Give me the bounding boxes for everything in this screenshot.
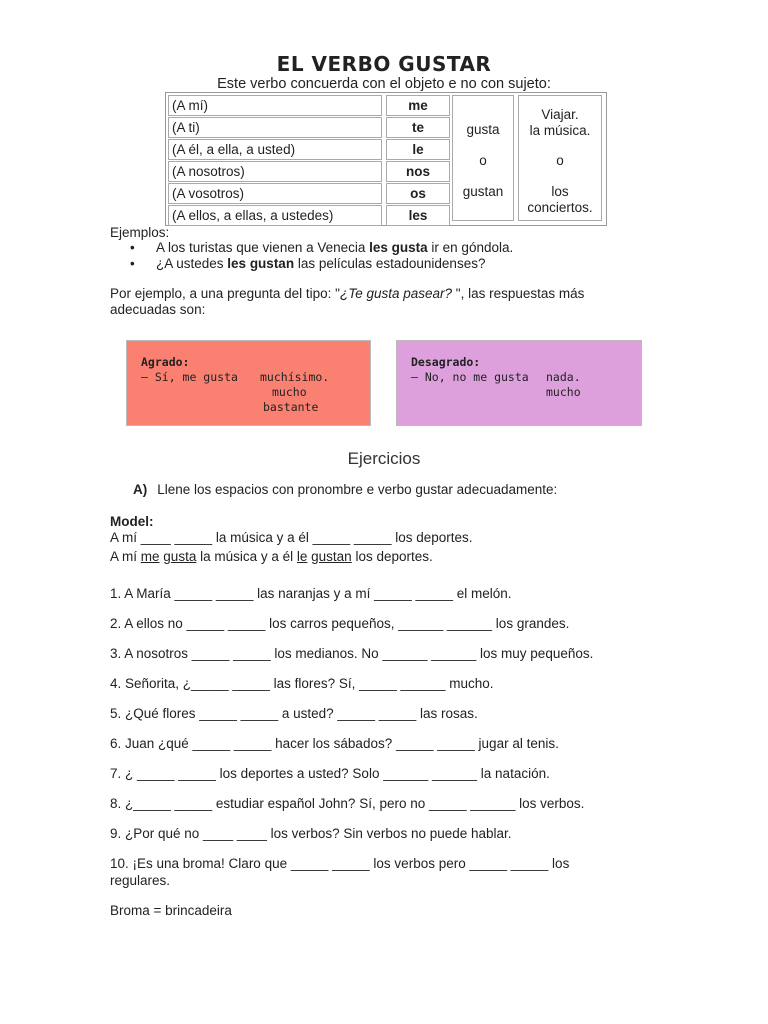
pronoun-cell: les	[386, 205, 450, 226]
paragraph-text: ", las respuestas más adecuadas son:	[110, 286, 585, 317]
pronoun-row	[168, 205, 450, 226]
desagrado-option: nada.	[546, 370, 581, 384]
instruction-letter: A)	[133, 482, 148, 497]
agrado-line: – Sí, me gusta	[141, 370, 238, 384]
exercise-item: 2. A ellos no _____ _____ los carros pequeños, ______ ______ los grandes.	[110, 616, 570, 631]
agrado-box	[126, 340, 371, 426]
verb-or: o	[479, 153, 487, 168]
subject-cell: (A ellos, a ellas, a ustedes)	[168, 205, 382, 226]
verb-singular: gusta	[466, 122, 500, 137]
agrado-option: mucho	[272, 385, 307, 399]
pronoun-row	[168, 139, 450, 160]
list-item	[130, 256, 513, 272]
agrado-option: bastante	[263, 400, 319, 414]
examples-list	[130, 240, 513, 272]
example-text: las películas estadounidenses?	[294, 256, 486, 271]
intro-paragraph	[110, 286, 630, 318]
exercise-item: 10. ¡Es una broma! Claro que _____ _____ los verbos pero _____ _____ los regulares.	[110, 856, 570, 888]
model-underlined: me	[140, 549, 160, 564]
instruction	[133, 482, 557, 497]
example-text: ¿A ustedes	[156, 256, 228, 271]
object-line: Viajar.	[541, 107, 579, 122]
pronoun-cell: te	[386, 117, 450, 138]
pronoun-row	[168, 183, 450, 204]
agrado-option: muchísimo.	[260, 370, 330, 384]
object-or: o	[556, 153, 564, 168]
subject-cell: (A ti)	[168, 117, 382, 138]
verb-column	[452, 95, 514, 221]
exercise-item: 1. A María _____ _____ las naranjas y a mí _____ _____ el melón.	[110, 586, 512, 601]
object-line: los	[551, 184, 569, 199]
desagrado-option: mucho	[546, 385, 581, 399]
pronoun-cell: me	[386, 95, 450, 116]
model-underlined: le	[296, 549, 308, 564]
example-bold: les gustan	[227, 256, 295, 271]
exercise-item: 6. Juan ¿qué _____ _____ hacer los sábados? _____ _____ jugar al tenis.	[110, 736, 559, 751]
pronoun-row	[168, 117, 450, 138]
model-text: la música y a él	[196, 549, 297, 564]
agrado-header: Agrado:	[141, 355, 190, 369]
subject-cell: (A vosotros)	[168, 183, 382, 204]
page-subtitle: Este verbo concuerda con el objeto e no con sujeto:	[217, 76, 551, 92]
subject-cell: (A él, a ella, a usted)	[168, 139, 382, 160]
desagrado-line: – No, no me gusta	[411, 370, 529, 384]
example-text: ir en góndola.	[427, 240, 514, 255]
verb-plural: gustan	[462, 184, 504, 199]
page-title: EL VERBO GUSTAR	[276, 52, 492, 76]
pronoun-cell: le	[386, 139, 450, 160]
model-underlined: gusta	[163, 549, 197, 564]
bullet-icon: •	[130, 256, 135, 271]
object-column	[518, 95, 602, 221]
subject-cell: (A nosotros)	[168, 161, 382, 182]
paragraph-italic: ¿Te gusta pasear?	[339, 286, 456, 301]
model-label: Model:	[110, 514, 154, 529]
subject-cell: (A mí)	[168, 95, 382, 116]
object-line: conciertos.	[527, 200, 593, 215]
example-text: A los turistas que vienen a Venecia	[156, 240, 370, 255]
pronoun-rows	[168, 95, 450, 227]
paragraph-text: Por ejemplo, a una pregunta del tipo: "	[110, 286, 340, 301]
examples-label: Ejemplos:	[110, 225, 170, 240]
desagrado-header: Desagrado:	[411, 355, 481, 369]
pronoun-row	[168, 95, 450, 116]
exercise-item: 8. ¿_____ _____ estudiar español John? Sí, pero no _____ ______ los verbos.	[110, 796, 585, 811]
list-item	[130, 240, 513, 256]
exercise-item: 4. Señorita, ¿_____ _____ las flores? Sí, _____ ______ mucho.	[110, 676, 494, 691]
model-text: los deportes.	[351, 549, 433, 564]
bullet-icon: •	[130, 240, 135, 255]
exercise-item: 5. ¿Qué flores _____ _____ a usted? _____ _____ las rosas.	[110, 706, 478, 721]
footer-note: Broma = brincadeira	[110, 903, 232, 918]
object-line: la música.	[529, 123, 591, 138]
exercise-item: 7. ¿ _____ _____ los deportes a usted? Solo ______ ______ la natación.	[110, 766, 550, 781]
model-text: A mí	[110, 549, 141, 564]
section-title: Ejercicios	[347, 449, 421, 468]
model-line: A mí ____ _____ la música y a él _____ _____ los deportes.	[110, 530, 473, 545]
pronoun-table	[165, 92, 607, 226]
pronoun-cell: nos	[386, 161, 450, 182]
pronoun-row	[168, 161, 450, 182]
pronoun-cell: os	[386, 183, 450, 204]
exercise-item: 9. ¿Por qué no ____ ____ los verbos? Sin verbos no puede hablar.	[110, 826, 512, 841]
example-bold: les gusta	[369, 240, 428, 255]
desagrado-box	[396, 340, 642, 426]
exercise-item: 3. A nosotros _____ _____ los medianos. No ______ ______ los muy pequeños.	[110, 646, 594, 661]
model-underlined: gustan	[311, 549, 352, 564]
instruction-text: Llene los espacios con pronombre e verbo gustar adecuadamente:	[157, 482, 558, 497]
model-answer	[110, 548, 640, 565]
